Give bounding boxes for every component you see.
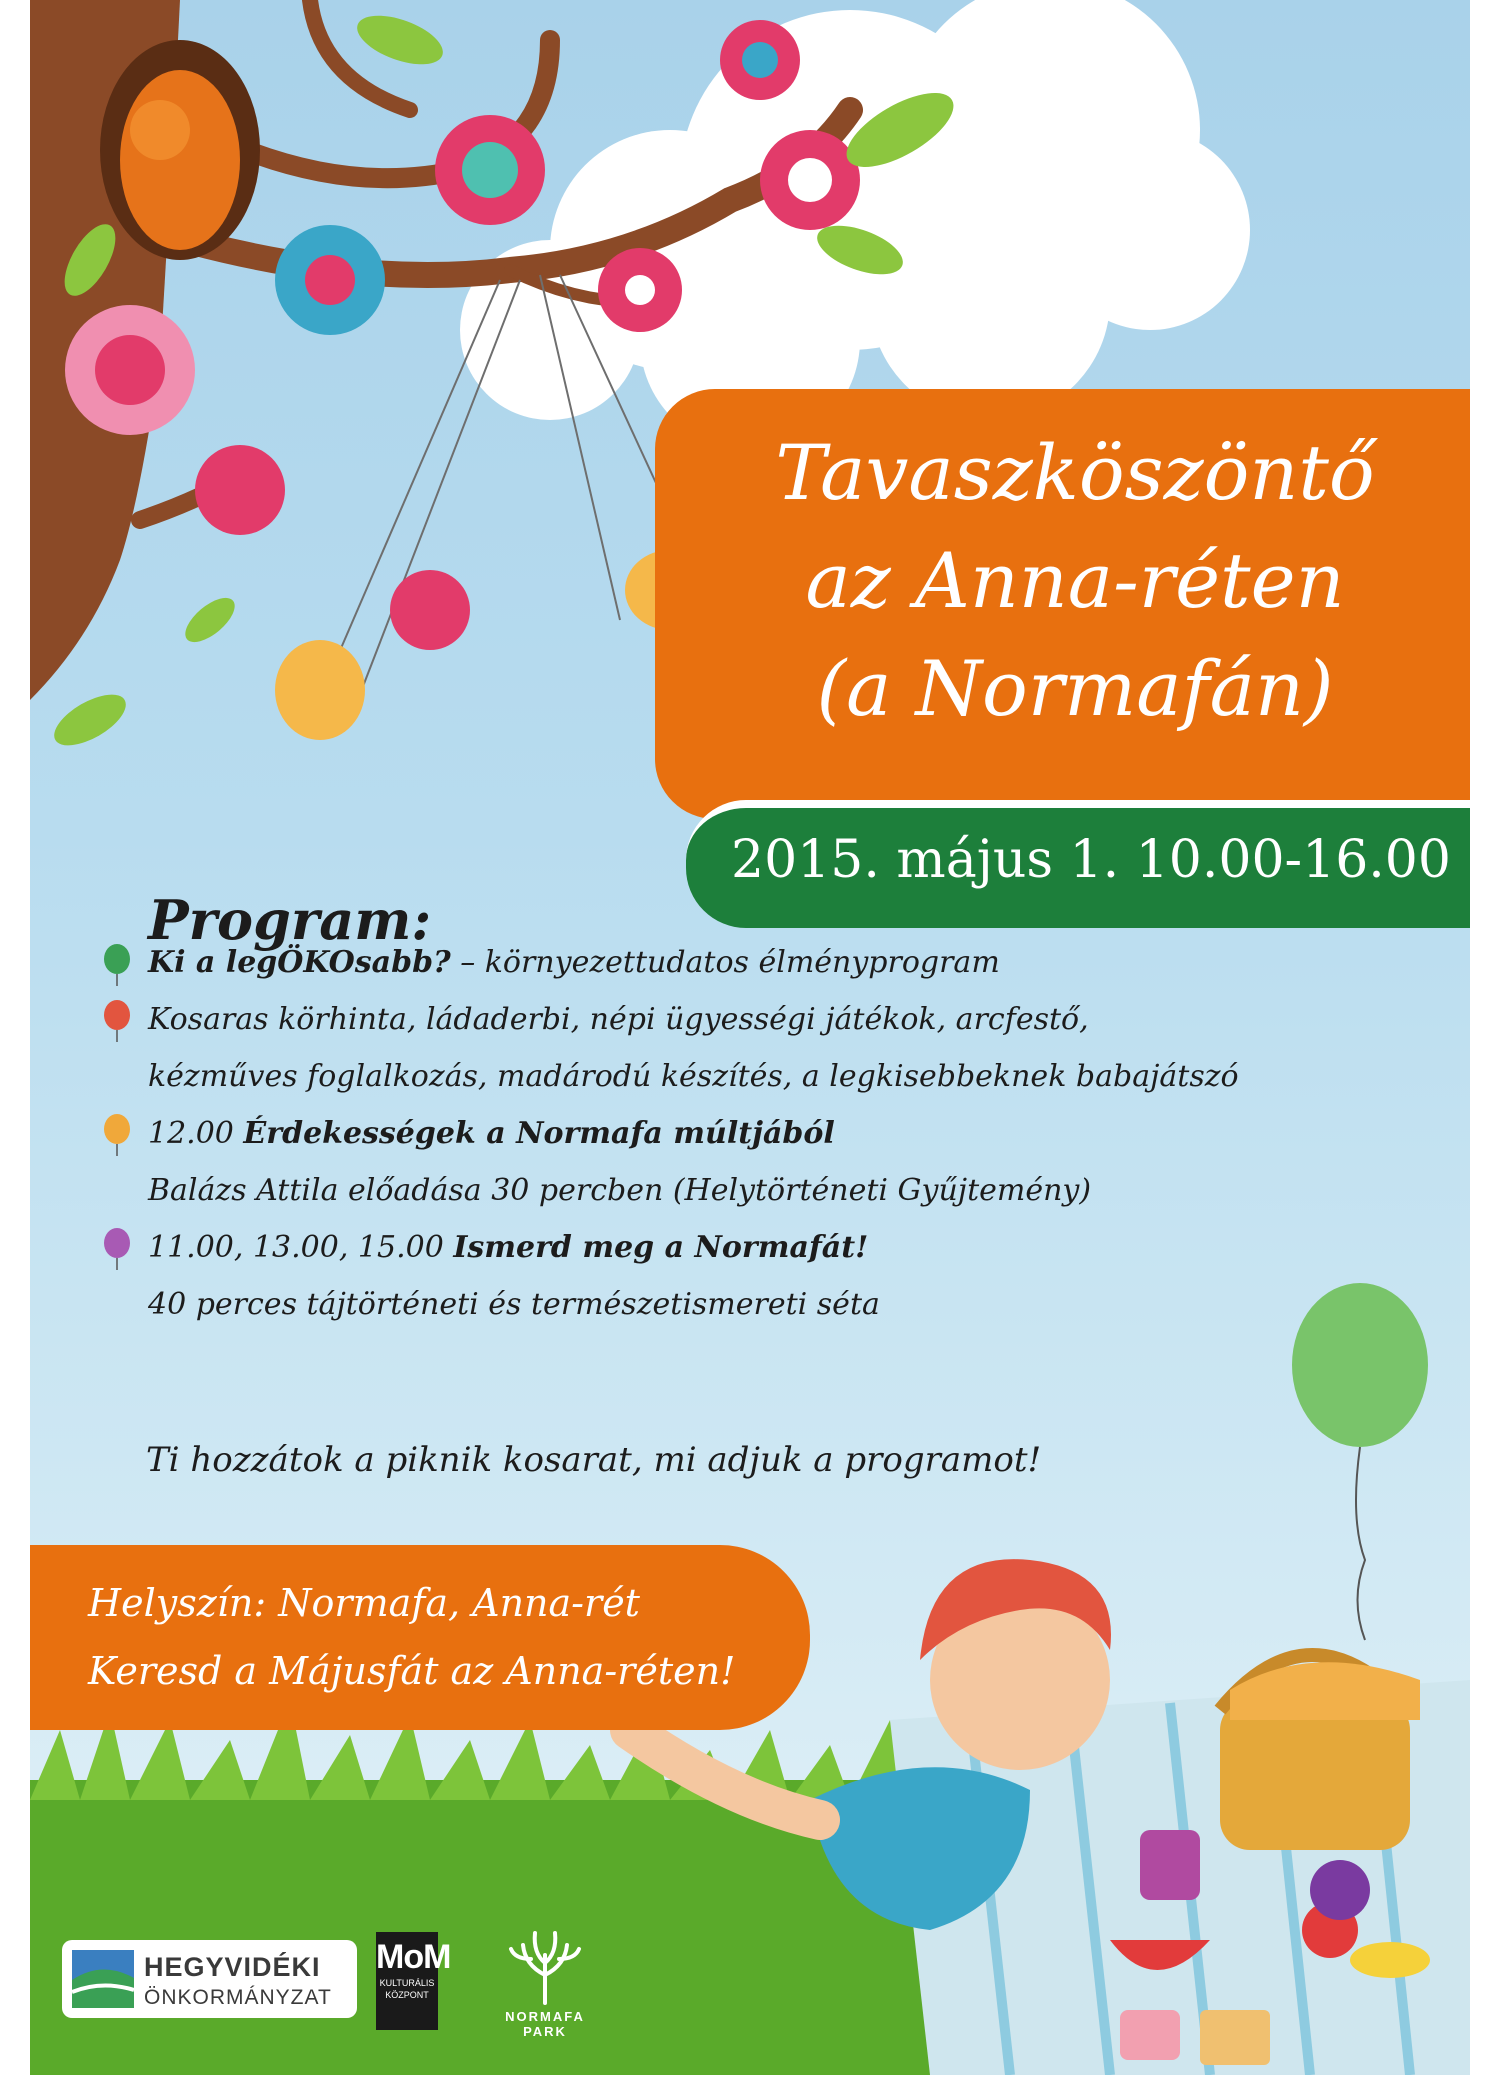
hegyvideki-logo	[62, 1940, 357, 2018]
orange-balloon-icon	[102, 1114, 132, 1156]
program-heading: Program:	[148, 888, 432, 952]
title-line-1: Tavaszköszöntő	[775, 428, 1375, 517]
location-hint: Keresd a Májusfát az Anna-réten!	[88, 1649, 736, 1693]
purple-balloon-icon	[102, 1228, 132, 1270]
program-item-highlight: Ki a legÖKOsabb?	[148, 945, 451, 980]
hill-icon	[72, 1950, 134, 2008]
program-item	[148, 1230, 868, 1265]
program-item-time: 12.00	[148, 1116, 244, 1151]
program-item-highlight: Érdekességek a Normafa múltjából	[243, 1116, 835, 1151]
normafa-park-logo	[490, 1925, 600, 2045]
tagline: Ti hozzátok a piknik kosarat, mi adjuk a programot!	[146, 1440, 1042, 1480]
red-balloon-icon	[102, 1000, 132, 1042]
title-line-2: az Anna-réten	[805, 536, 1345, 625]
program-item-text: Kosaras körhinta, ládaderbi, népi ügyességi játékok, arcfestő,	[148, 1002, 1089, 1037]
poster	[30, 0, 1470, 2075]
hegyvideki-name: HEGYVIDÉKI	[144, 1952, 321, 1982]
program-item-highlight: Ismerd meg a Normafát!	[453, 1230, 869, 1265]
tree-illustration	[30, 0, 1470, 2075]
title-banner	[655, 389, 1470, 819]
program-item	[148, 945, 1000, 980]
program-item	[148, 1059, 1239, 1094]
normafa-park-label: PARK	[523, 2024, 567, 2039]
location-banner	[30, 1545, 810, 1730]
mom-subtitle-1: KULTURÁLIS	[379, 1978, 435, 1988]
date-banner	[686, 800, 1470, 928]
mom-subtitle-2: KÖZPONT	[385, 1990, 429, 2000]
program-item	[148, 1002, 1089, 1037]
mom-mark: MoM	[376, 1938, 451, 1976]
mom-logo	[376, 1932, 451, 2030]
program-item-text: – környezettudatos élményprogram	[450, 945, 1000, 980]
program-item-text: 40 perces tájtörténeti és természetismereti séta	[148, 1287, 880, 1322]
program-item-text: Balázs Attila előadása 30 percben (Helytörténeti Gyűjtemény)	[148, 1173, 1092, 1208]
program-item-time: 11.00, 13.00, 15.00	[148, 1230, 454, 1265]
hegyvideki-subtitle: ÖNKORMÁNYZAT	[144, 1986, 332, 2009]
green-balloon-icon	[102, 944, 132, 986]
event-date: 2015. május 1. 10.00-16.00	[731, 830, 1451, 890]
normafa-name: NORMAFA	[505, 2009, 585, 2024]
event-title	[655, 419, 1470, 743]
tree-icon	[505, 1925, 585, 2005]
title-line-3: (a Normafán)	[816, 644, 1334, 733]
location-line: Helyszín: Normafa, Anna-rét	[88, 1581, 640, 1625]
program-item	[148, 1173, 1091, 1208]
program-item-text: kézműves foglalkozás, madárodú készítés, a legkisebbeknek babajátszó	[148, 1059, 1239, 1094]
program-item	[148, 1116, 835, 1151]
program-item	[148, 1287, 880, 1322]
